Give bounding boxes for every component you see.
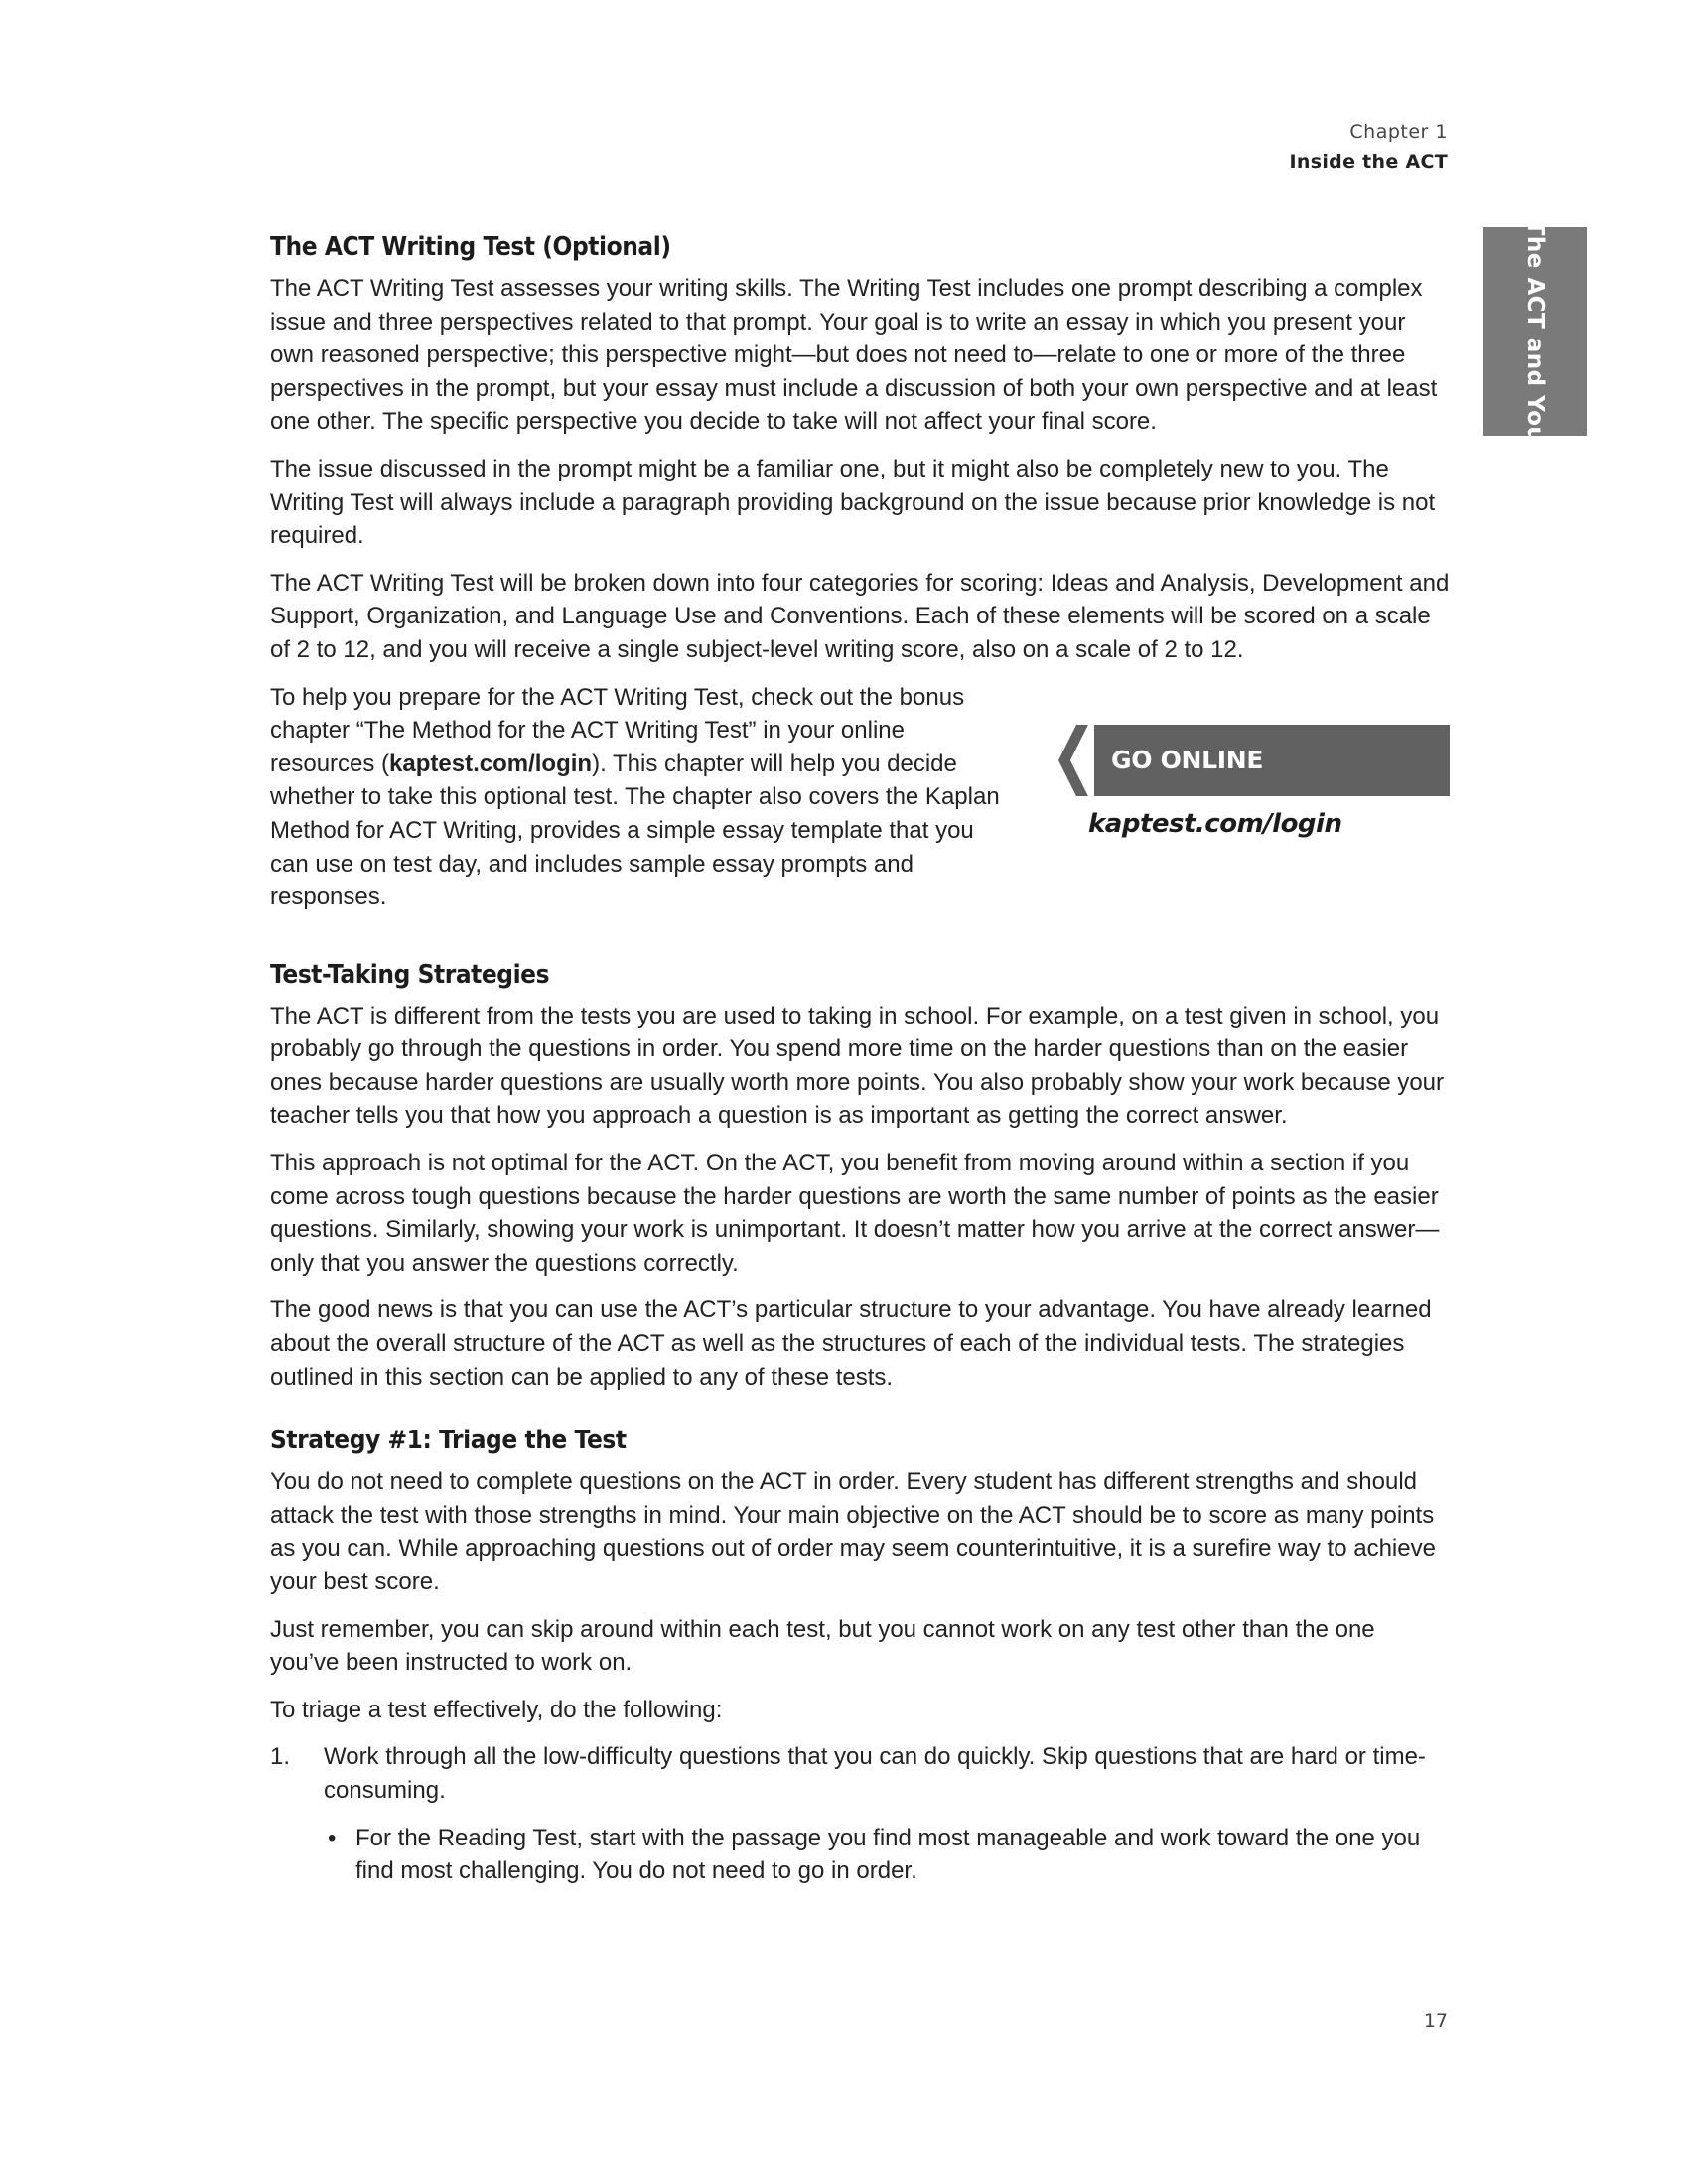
strategies-heading: Test-Taking Strategies: [270, 959, 550, 990]
go-online-row: [270, 681, 1450, 928]
strategies-section: [270, 958, 1450, 1395]
writing-test-paragraph-1: The ACT Writing Test assesses your writing skills. The Writing Test includes one prompt describing a complex issue and three perspectives related to that prompt. Your goal is to write an essay in which you present your own reasoned perspective; this perspective might—but does not need to—relate to one or more of the three perspectives in the prompt, but your essay must include a discussion of both your own perspective and at least one other. The specific perspective you decide to take will not affect your final score.: [270, 275, 1438, 436]
strategy-1-paragraph-1: You do not need to complete questions on the ACT in order. Every student has different strengths and should attack the test with those strengths in mind. Your main objective on the ACT should be to score as many points as you can. While approaching questions out of order may seem counterintuitive, it is a surefire way to achieve your best score.: [270, 1468, 1436, 1595]
section-side-tab: [1483, 219, 1587, 444]
go-online-banner: [1066, 725, 1450, 796]
paragraph-4-text-after: ). This chapter will help you decide whether to take this optional test. The chapter also covers the Kaplan Method for ACT Writing, provides a simple essay template that you can use on test day, and includes sample essay prompts and responses.: [270, 750, 1000, 911]
go-online-label: GO ONLINE: [1111, 745, 1264, 774]
go-online-callout: [1045, 725, 1450, 842]
side-tab-label: The ACT and You: [1522, 219, 1548, 444]
chevron-left-icon: [1045, 725, 1094, 796]
chapter-title: Inside the ACT: [1289, 151, 1448, 173]
page-content: [270, 230, 1450, 1902]
writing-test-heading: The ACT Writing Test (Optional): [270, 232, 671, 262]
step-text: Work through all the low-difficulty questions that you can do quickly. Skip questions that are hard or time-consuming.: [324, 1743, 1426, 1804]
strategies-paragraph-2: This approach is not optimal for the ACT. On the ACT, you benefit from moving around within a section if you come across tough questions because the harder questions are worth the same number of points as the easier questions. Similarly, showing your work is unimportant. It doesn’t matter how you arrive at the correct answer—only that you answer the questions correctly.: [270, 1150, 1440, 1277]
writing-test-paragraph-3: The ACT Writing Test will be broken down into four categories for scoring: Ideas and Analysis, Development and Support, Organization, and Language Use and Conventions. Each of these elements will be scored on a scale of 2 to 12, and you will receive a single subject-level writing score, also on a scale of 2 to 12.: [270, 569, 1450, 663]
strategy-1-section: [270, 1424, 1450, 1888]
strategy-1-paragraph-2: Just remember, you can skip around within each test, but you cannot work on any test other than the one you’ve been instructed to work on.: [270, 1615, 1375, 1677]
step-number: 1.: [270, 1743, 291, 1771]
strategy-1-paragraph-3: To triage a test effectively, do the following:: [270, 1696, 723, 1723]
list-item: [324, 1822, 1450, 1888]
chapter-label: Chapter 1: [1349, 121, 1448, 143]
strategies-paragraph-1: The ACT is different from the tests you are used to taking in school. For example, on a test given in school, you probably go through the questions in order. You spend more time on the harder questions than on the easier ones because harder questions are usually worth more points. You also probably show your work because your teacher tells you that how you approach a question is as important as getting the correct answer.: [270, 1002, 1445, 1130]
page-number: 17: [1423, 2010, 1448, 2032]
go-online-link[interactable]: kaptest.com/login: [1088, 808, 1342, 839]
bullet-icon: •: [328, 1824, 337, 1851]
step-sub-list: [324, 1822, 1450, 1888]
writing-test-section: [270, 230, 1450, 928]
triage-steps-list: [270, 1740, 1450, 1887]
sub-step-text: For the Reading Test, start with the passage you find most manageable and work toward the one you find most challenging. You do not need to go in order.: [355, 1824, 1421, 1885]
strategies-paragraph-3: The good news is that you can use the ACT’s particular structure to your advantage. You have already learned about the overall structure of the ACT as well as the structures of each of the individual tests. The strategies outlined in this section can be applied to any of these tests.: [270, 1297, 1432, 1391]
running-head: [1290, 121, 1448, 173]
writing-test-paragraph-2: The issue discussed in the prompt might be a familiar one, but it might also be completely new to you. The Writing Test will always include a paragraph providing background on the issue because prior knowledge is not required.: [270, 455, 1436, 550]
paragraph-4-text-before: To help you prepare for the ACT Writing Test, check out the bonus chapter “The Method for the ACT Writing Test” in your online resources (: [270, 683, 965, 777]
writing-test-paragraph-4: [270, 681, 1015, 914]
strategy-1-heading: Strategy #1: Triage the Test: [270, 1426, 627, 1456]
list-item: [270, 1740, 1450, 1887]
inline-resource-link[interactable]: kaptest.com/login: [389, 750, 593, 777]
